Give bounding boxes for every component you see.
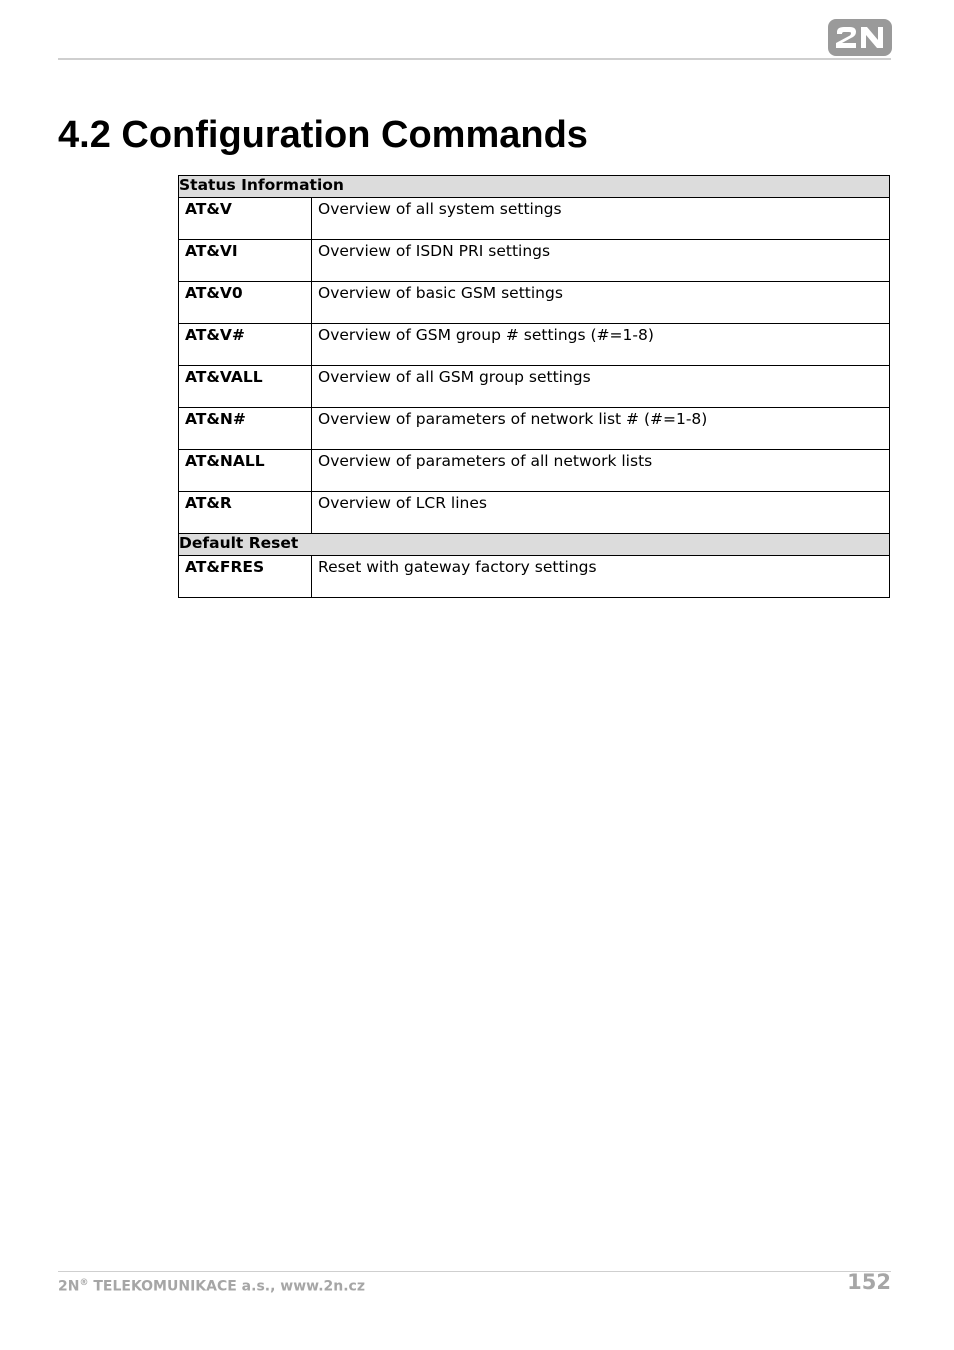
section-header-row: [179, 534, 890, 556]
section-title: Status Information: [179, 176, 890, 198]
page-title: 4.2 Configuration Commands: [58, 114, 588, 156]
description-cell: Overview of GSM group # settings (#=1-8): [312, 324, 890, 366]
command-cell: AT&N#: [179, 408, 312, 450]
page-number: 152: [847, 1270, 891, 1294]
description-cell: Overview of parameters of network list # (#=1-8): [312, 408, 890, 450]
description-cell: Overview of parameters of all network lists: [312, 450, 890, 492]
command-cell: AT&R: [179, 492, 312, 534]
company-logo: [828, 19, 892, 56]
table-row: [179, 556, 890, 598]
command-cell: AT&V#: [179, 324, 312, 366]
table-row: [179, 240, 890, 282]
table-row: [179, 450, 890, 492]
table-row: [179, 324, 890, 366]
header-divider: [58, 58, 891, 60]
registered-mark: ®: [79, 1278, 89, 1288]
command-cell: AT&V: [179, 198, 312, 240]
table-row: [179, 198, 890, 240]
table-row: [179, 366, 890, 408]
footer-company-text: TELEKOMUNIKACE a.s., www.2n.cz: [88, 1278, 365, 1295]
description-cell: Overview of all GSM group settings: [312, 366, 890, 408]
footer-brand: 2N: [58, 1278, 80, 1295]
table-row: [179, 492, 890, 534]
commands-table: [178, 175, 890, 598]
command-cell: AT&V0: [179, 282, 312, 324]
command-cell: AT&VALL: [179, 366, 312, 408]
description-cell: Overview of all system settings: [312, 198, 890, 240]
command-cell: AT&NALL: [179, 450, 312, 492]
logo-2n-icon: [828, 19, 892, 56]
description-cell: Reset with gateway factory settings: [312, 556, 890, 598]
description-cell: Overview of ISDN PRI settings: [312, 240, 890, 282]
footer-company: [58, 1278, 365, 1295]
table-row: [179, 408, 890, 450]
description-cell: Overview of basic GSM settings: [312, 282, 890, 324]
command-cell: AT&FRES: [179, 556, 312, 598]
command-cell: AT&VI: [179, 240, 312, 282]
description-cell: Overview of LCR lines: [312, 492, 890, 534]
footer-divider: [58, 1271, 891, 1272]
section-header-row: [179, 176, 890, 198]
table-row: [179, 282, 890, 324]
section-title: Default Reset: [179, 534, 890, 556]
